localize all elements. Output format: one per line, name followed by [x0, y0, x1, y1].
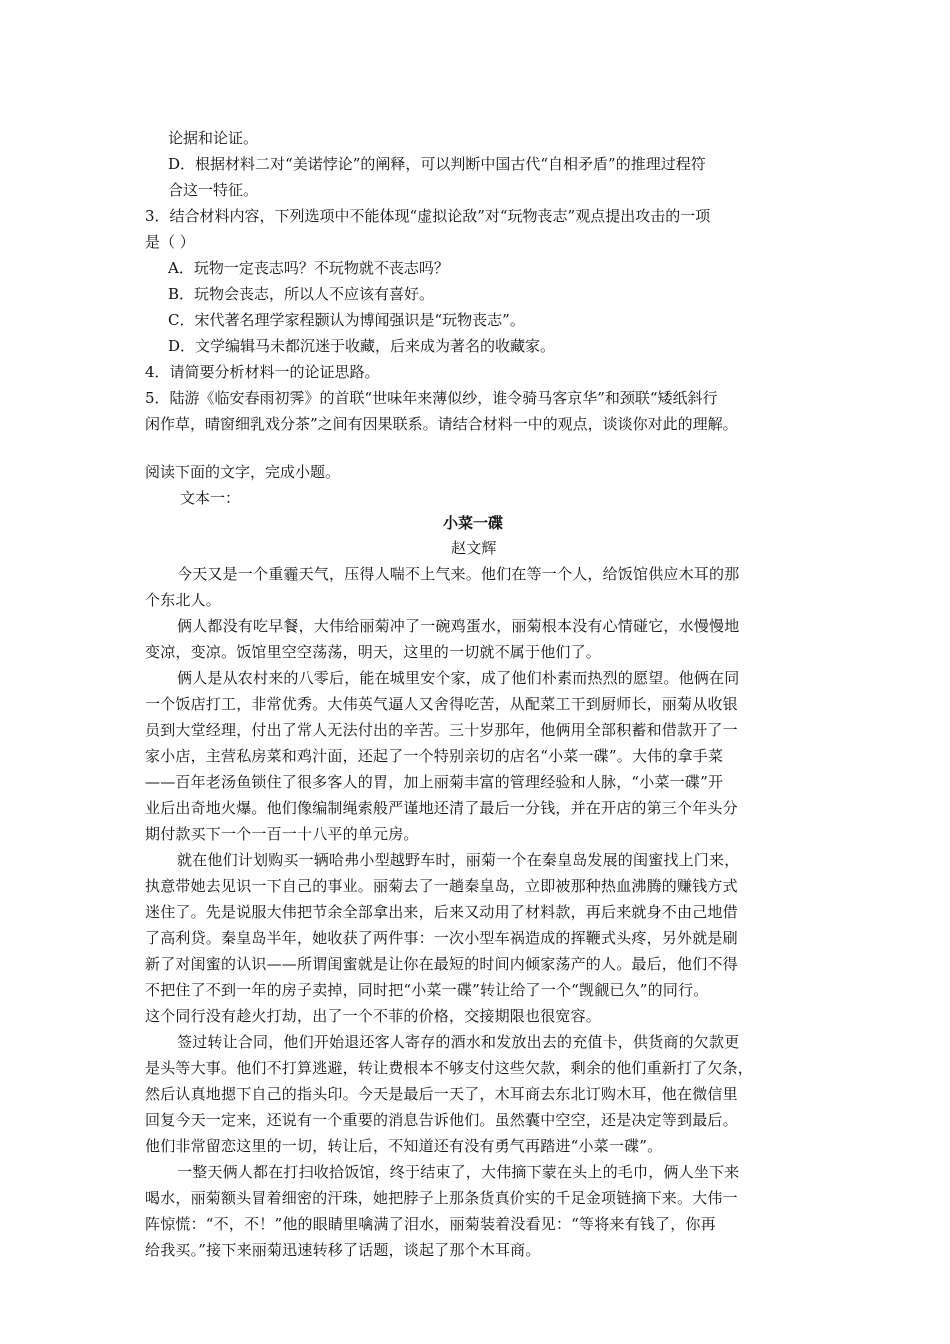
option-continuation: 论据和论证。 [168, 129, 259, 147]
question-3-option-a: A．玩物一定丧志吗？不玩物就不丧志吗？ [168, 259, 449, 277]
story-p4-line-1: 就在他们计划购买一辆哈弗小型越野车时，丽菊一个在秦皇岛发展的闺蜜找上门来， [177, 851, 740, 869]
story-p3-line-6: 业后出奇地火爆。他们像编制绳索般严谨地还清了最后一分钱，并在开店的第三个年头分 [145, 799, 738, 817]
story-p1-line-1: 今天又是一个重霾天气，压得人喘不上气来。他们在等一个人，给饭馆供应木耳的那 [177, 565, 740, 583]
question-3-stem: 3．结合材料内容，下列选项中不能体现“虚拟论敌”对“玩物丧志”观点提出攻击的一项 [145, 207, 711, 225]
story-p5-line-5: 他们非常留恋这里的一切，转让后，不知道还有没有勇气再踏进“小菜一碟”。 [145, 1137, 663, 1155]
story-title: 小菜一碟 [443, 514, 504, 532]
question-5-line-1: 5．陆游《临安春雨初霁》的首联“世味年来薄似纱，谁令骑马客京华”和颈联“矮纸斜行 [145, 389, 718, 407]
story-p3-line-2: 一个饭店打工，非常优秀。大伟英气逼人又舍得吃苦，从配菜工干到厨师长，丽菊从收银 [145, 695, 738, 713]
question-3-option-b: B．玩物会丧志，所以人不应该有喜好。 [168, 285, 435, 303]
story-p5-line-3: 然后认真地摁下自己的指头印。今天是最后一天了，木耳商去东北订购木耳，他在微信里 [145, 1085, 738, 1103]
option-d-line-1: D．根据材料二对“美诺悖论”的阐释，可以判断中国古代“自相矛盾”的推理过程符 [168, 155, 706, 173]
story-p4-line-6: 不把住了不到一年的房子卖掉，同时把“小菜一碟”转让给了一个“觊觎已久”的同行。 [145, 981, 709, 999]
text-label: 文本一： [180, 489, 241, 507]
question-3-stem-cont: 是（ ） [145, 233, 195, 251]
story-p5-line-1: 签过转让合同，他们开始退还客人寄存的酒水和发放出去的充值卡，供货商的欠款更 [177, 1033, 740, 1051]
story-p2-line-2: 变凉，变凉。饭馆里空空荡荡，明天，这里的一切就不属于他们了。 [145, 643, 602, 661]
question-3-option-d: D．文学编辑马未都沉迷于收藏，后来成为著名的收藏家。 [168, 337, 556, 355]
story-p6-line-3: 阵惊慌：“不，不！”他的眼睛里噙满了泪水，丽菊装着没看见：“等将来有钱了，你再 [145, 1215, 716, 1233]
story-p3-line-7: 期付款买下一个一百一十八平的单元房。 [145, 825, 419, 843]
story-p6-line-2: 喝水，丽菊额头冒着细密的汗珠，她把脖子上那条货真价实的千足金项链摘下来。大伟一 [145, 1189, 738, 1207]
story-p6-line-1: 一整天俩人都在打扫收拾饭馆，终于结束了，大伟摘下蒙在头上的毛巾，俩人坐下来 [177, 1163, 740, 1181]
story-p4-line-3: 迷住了。先是说服大伟把节余全部拿出来，后来又动用了材料款，再后来就身不由己地借 [145, 903, 738, 921]
story-p1-line-2: 个东北人。 [145, 591, 222, 609]
story-p4-line-2: 执意带她去见识一下自己的事业。丽菊去了一趟秦皇岛，立即被那种热血沸腾的赚钱方式 [145, 877, 738, 895]
question-4: 4．请简要分析材料一的论证思路。 [145, 363, 380, 381]
reading-instruction: 阅读下面的文字，完成小题。 [145, 463, 341, 481]
story-p3-line-5: ——百年老汤鱼锁住了很多客人的胃，加上丽菊丰富的管理经验和人脉，“小菜一碟”开 [145, 773, 724, 791]
question-3-option-c: C．宋代著名理学家程颢认为博闻强识是“玩物丧志”。 [168, 311, 525, 329]
story-p3-line-4: 家小店，主营私房菜和鸡汁面，还起了一个特别亲切的店名“小菜一碟”。大伟的拿手菜 [145, 747, 724, 765]
story-p3-line-3: 员到大堂经理，付出了常人无法付出的辛苦。三十岁那年，他俩用全部积蓄和借款开了一 [145, 721, 738, 739]
question-5-line-2: 闲作草，晴窗细乳戏分茶”之间有因果联系。请结合材料一中的观点，谈谈你对此的理解。 [145, 415, 738, 433]
option-d-line-2: 合这一特征。 [168, 181, 259, 199]
story-p6-line-4: 给我买。”接下来丽菊迅速转移了话题，谈起了那个木耳商。 [145, 1241, 541, 1259]
story-p2-line-1: 俩人都没有吃早餐，大伟给丽菊冲了一碗鸡蛋水，丽菊根本没有心情碰它，水慢慢地 [177, 617, 740, 635]
story-p3-line-1: 俩人是从农村来的八零后，能在城里安个家，成了他们朴素而热烈的愿望。他俩在同 [177, 669, 740, 687]
story-p5-line-4: 回复今天一定来，还说有一个重要的消息告诉他们。虽然囊中空空，还是决定等到最后。 [145, 1111, 738, 1129]
story-author: 赵文辉 [451, 539, 497, 557]
story-p5-line-2: 是头等大事。他们不打算逃避，转让费根本不够支付这些欠款，剩余的他们重新打了欠条， [145, 1059, 754, 1077]
story-p4-line-7: 这个同行没有趁火打劫，出了一个不菲的价格，交接期限也很宽容。 [145, 1007, 602, 1025]
story-p4-line-5: 新了对闺蜜的认识——所谓闺蜜就是让你在最短的时间内倾家荡产的人。最后，他们不得 [145, 955, 738, 973]
story-p4-line-4: 了高利贷。秦皇岛半年，她收获了两件事：一次小型车祸造成的挥鞭式头疼，另外就是刷 [145, 929, 738, 947]
